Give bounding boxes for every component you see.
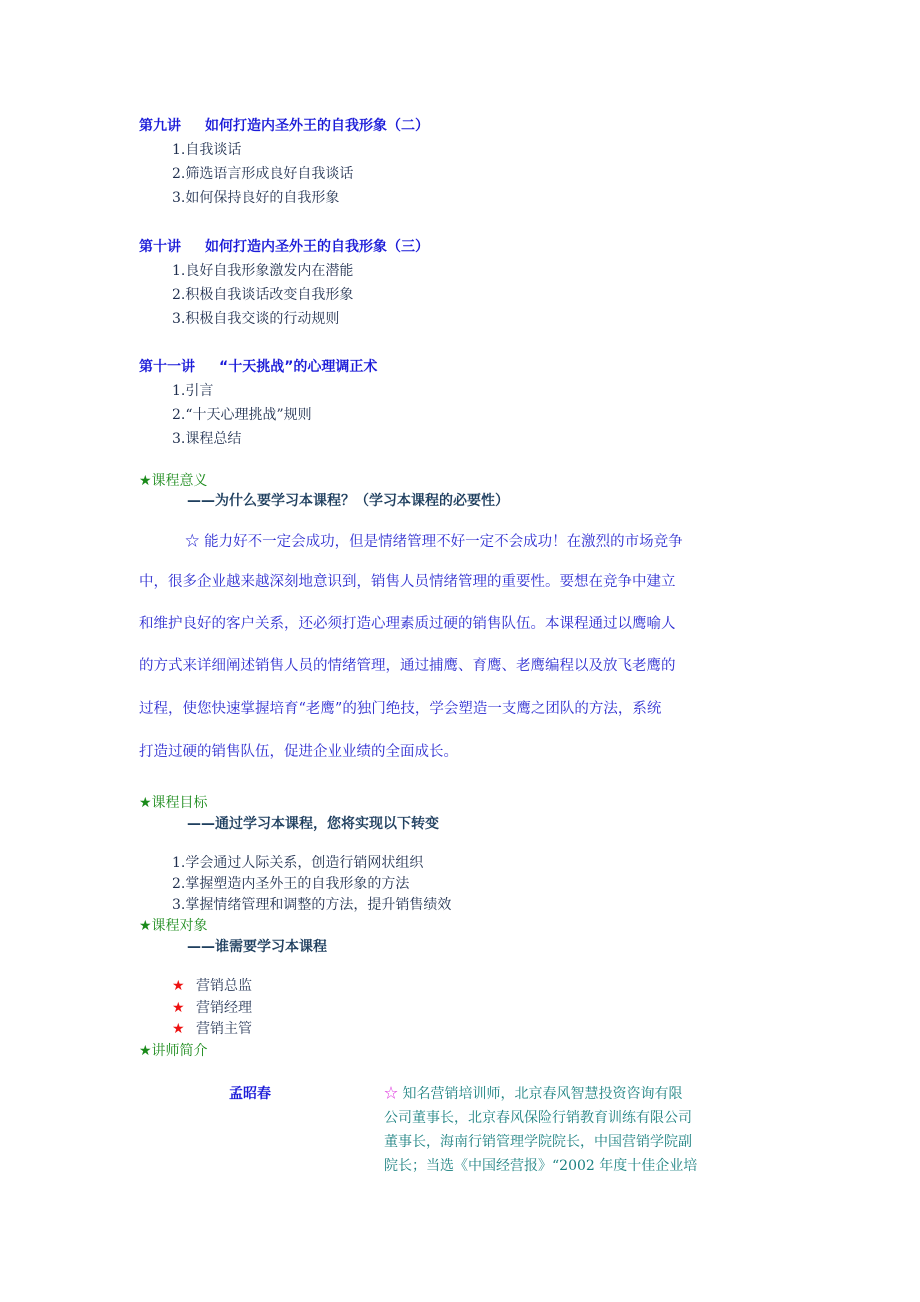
bio-line: 公司董事长，北京春风保险行销教育训练有限公司 xyxy=(384,1110,692,1126)
list-item: 3.掌握情绪管理和调整的方法，提升销售绩效 xyxy=(172,897,452,913)
list-item: ★ 营销经理 xyxy=(172,1000,252,1016)
section-subtitle: ——谁需要学习本课程 xyxy=(187,939,327,955)
section-heading-goals: ★课程目标 xyxy=(139,795,208,811)
section-heading-audience: ★课程对象 xyxy=(139,918,208,934)
section-heading-instructor: ★讲师简介 xyxy=(139,1043,208,1059)
lecture-9-title xyxy=(139,115,429,135)
paragraph-line: 的方式来详细阐述销售人员的情绪管理，通过捕鹰、育鹰、老鹰编程以及放飞老鹰的 xyxy=(139,658,676,674)
lecture-11-title xyxy=(139,356,377,376)
list-item: ★ 营销总监 xyxy=(172,978,252,994)
paragraph-line: 中，很多企业越来越深刻地意识到，销售人员情绪管理的重要性。要想在竞争中建立 xyxy=(139,574,676,590)
lecture-number: 第十讲 xyxy=(139,239,181,255)
bio-line: 院长；当选《中国经营报》“2002 年度十佳企业培 xyxy=(384,1158,698,1174)
paragraph-line: 过程，使您快速掌握培育“老鹰”的独门绝技，学会塑造一支鹰之团队的方法，系统 xyxy=(139,701,662,717)
list-item: 2.“十天心理挑战”规则 xyxy=(172,407,312,423)
list-item: 1.自我谈话 xyxy=(172,142,242,158)
list-item: 3.积极自我交谈的行动规则 xyxy=(172,311,340,327)
lecture-title-text: 如何打造内圣外王的自我形象（二） xyxy=(205,118,429,134)
list-item: 3.课程总结 xyxy=(172,431,242,447)
section-subtitle: ——为什么要学习本课程？（学习本课程的必要性） xyxy=(187,493,509,509)
bio-line: 董事长，海南行销管理学院院长，中国营销学院副 xyxy=(384,1134,692,1150)
red-star-icon: ★ xyxy=(172,1021,185,1037)
red-star-icon: ★ xyxy=(172,1000,185,1016)
list-item: 3.如何保持良好的自我形象 xyxy=(172,190,340,206)
instructor-name: 孟昭春 xyxy=(229,1086,271,1102)
section-heading-significance: ★课程意义 xyxy=(139,473,208,489)
list-item: 2.筛选语言形成良好自我谈话 xyxy=(172,166,354,182)
red-star-icon: ★ xyxy=(172,978,185,994)
lecture-number: 第十一讲 xyxy=(139,359,195,375)
list-item: 1.引言 xyxy=(172,383,214,399)
lecture-title-text: “十天挑战”的心理调正术 xyxy=(219,359,378,375)
list-item: 2.积极自我谈话改变自我形象 xyxy=(172,287,354,303)
lecture-title-text: 如何打造内圣外王的自我形象（三） xyxy=(205,239,429,255)
list-item: 1.学会通过人际关系，创造行销网状组织 xyxy=(172,855,424,871)
list-item: 2.掌握塑造内圣外王的自我形象的方法 xyxy=(172,876,410,892)
paragraph-line: 和维护良好的客户关系，还必须打造心理素质过硬的销售队伍。本课程通过以鹰喻人 xyxy=(139,616,676,632)
paragraph-line: 打造过硬的销售队伍，促进企业业绩的全面成长。 xyxy=(139,744,458,760)
list-item: ★ 营销主管 xyxy=(172,1021,252,1037)
bio-line: ☆ 知名营销培训师，北京春风智慧投资咨询有限 xyxy=(384,1086,683,1102)
lecture-number: 第九讲 xyxy=(139,118,181,134)
paragraph-line: ☆ 能力好不一定会成功，但是情绪管理不好一定不会成功！在激烈的市场竞争 xyxy=(185,534,683,550)
list-item: 1.良好自我形象激发内在潜能 xyxy=(172,263,354,279)
section-subtitle: ——通过学习本课程，您将实现以下转变 xyxy=(187,816,439,832)
lecture-10-title xyxy=(139,236,429,256)
pink-star-icon: ☆ xyxy=(384,1086,398,1102)
